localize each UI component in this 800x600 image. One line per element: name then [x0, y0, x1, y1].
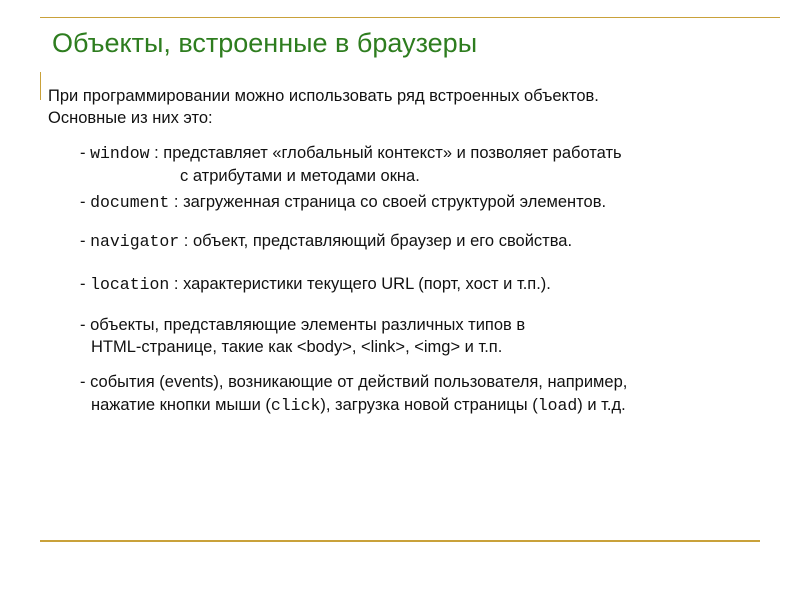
title-accent-bar [40, 72, 41, 100]
item-dash: - [80, 193, 91, 211]
list-item-events-line-1: - события (events), возникающие от действий пользователя, например, [80, 373, 628, 391]
events-text-post: ) и т.д. [577, 396, 626, 414]
list-item-events-line-2 [91, 394, 626, 417]
list-item-location [80, 273, 551, 296]
list-item-window [80, 142, 622, 165]
code-window: window [90, 144, 150, 163]
intro-line-2: Основные из них это: [48, 109, 213, 127]
slide-title: Объекты, встроенные в браузеры [52, 28, 478, 58]
list-item-document [80, 191, 606, 214]
item-dash: - [80, 275, 91, 293]
item-text: : характеристики текущего URL (порт, хост и т.п.). [169, 275, 551, 293]
list-item-window-cont: с атрибутами и методами окна. [180, 167, 420, 185]
list-item-navigator [80, 230, 572, 253]
events-text-mid: ), загрузка новой страницы ( [320, 396, 538, 414]
code-navigator: navigator [90, 232, 180, 251]
intro-line-1: При программировании можно использовать ряд встроенных объектов. [48, 87, 599, 105]
item-dash: - [80, 232, 91, 250]
item-text: : представляет «глобальный контекст» и позволяет работать [149, 144, 622, 162]
events-text-pre: нажатие кнопки мыши ( [91, 396, 271, 414]
code-document: document [90, 193, 170, 212]
code-click: click [270, 396, 321, 415]
top-divider [40, 17, 780, 18]
code-load: load [537, 396, 578, 415]
code-location: location [90, 275, 170, 294]
item-text: : загруженная страница со своей структурой элементов. [169, 193, 607, 211]
item-dash: - [80, 144, 91, 162]
list-item-elements-line-1: - объекты, представляющие элементы различных типов в [80, 316, 526, 334]
bottom-divider [40, 540, 760, 542]
item-text: : объект, представляющий браузер и его свойства. [179, 232, 573, 250]
list-item-elements-line-2: HTML-странице, такие как <body>, <link>, <img> и т.п. [91, 338, 503, 356]
